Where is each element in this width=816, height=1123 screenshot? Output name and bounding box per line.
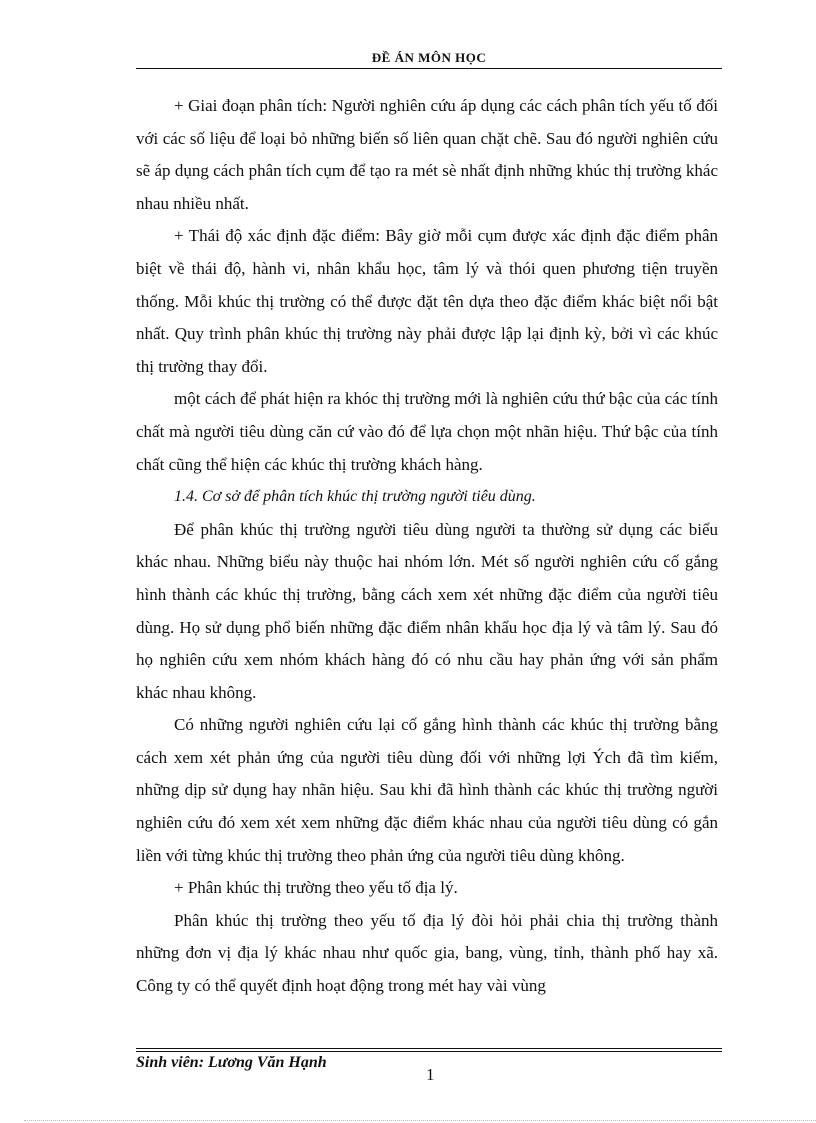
header-rule — [136, 68, 722, 69]
paragraph: Phân khúc thị trường theo yếu tố địa lý đòi hỏi phải chia thị trường thành những đơn vị địa lý khác nhau như quốc gia, bang, vùng, tỉnh, thành phố hay xã. Công ty có thể quyết định hoạt động trong mét hay vài vùng — [136, 910, 718, 996]
paragraph: + Giai đoạn phân tích: Người nghiên cứu áp dụng các cách phân tích yếu tố đối với các số liệu để loại bỏ những biến số liên quan chặt chẽ. Sau đó người nghiên cứu sẽ áp dụng cách phân tích cụm để tạo ra mét sè nhất định những khúc thị trường khác nhau nhiều nhất. — [136, 96, 718, 213]
paragraph: + Phân khúc thị trường theo yếu tố địa lý. — [174, 878, 458, 898]
page-header-title: ĐỀ ÁN MÔN HỌC — [371, 50, 487, 65]
page-edge-divider — [24, 1120, 816, 1121]
footer-rule — [136, 1048, 722, 1049]
page-number: 1 — [426, 1065, 435, 1084]
paragraph: + Thái độ xác định đặc điểm: Bây giờ mỗi cụm được xác định đặc điểm phân biệt về thái độ, hành vi, nhân khẩu học, tâm lý và thói quen phương tiện truyền thống. Mỗi khúc thị trường có thể được đặt tên dựa theo đặc điểm khác biệt nổi bật nhất. Quy trình phân khúc thị trường này phải được lập lại định kỳ, bởi vì các khúc thị trường thay đổi. — [136, 226, 718, 376]
paragraph: Để phân khúc thị trường người tiêu dùng người ta thường sử dụng các biểu khác nhau. Những biểu này thuộc hai nhóm lớn. Mét số người nghiên cứu cố gắng hình thành các khúc thị trường, bằng cách xem xét những đặc điểm của người tiêu dùng. Họ sử dụng phổ biến những đặc điểm nhân khẩu học địa lý và tâm lý. Sau đó họ nghiên cứu xem nhóm khách hàng đó có nhu cầu hay phản ứng với sản phẩm khác nhau không. — [136, 519, 718, 702]
paragraph: Có những người nghiên cứu lại cố gắng hình thành các khúc thị trường bằng cách xem xét phản ứng của người tiêu dùng đối với những lợi Ých đã tìm kiếm, những dịp sử dụng hay nhãn hiệu. Sau khi đã hình thành các khúc thị trường người nghiên cứu đó xem xét xem những đặc điểm khác nhau của người tiêu dùng có gắn liền với từng khúc thị trường theo phản ứng của người tiêu dùng không. — [136, 715, 718, 865]
paragraph: một cách để phát hiện ra khóc thị trường mới là nghiên cứu thứ bậc của các tính chất mà người tiêu dùng căn cứ vào đó để lựa chọn một nhãn hiệu. Thứ bậc của tính chất cũng thể hiện các khúc thị trường khách hàng. — [136, 389, 718, 474]
document-body — [136, 90, 718, 1003]
footer-rule — [136, 1051, 722, 1052]
footer-author: Sinh viên: Lương Văn Hạnh — [136, 1054, 327, 1071]
section-heading: 1.4. Cơ sở để phân tích khúc thị trường người tiêu dùng. — [174, 488, 536, 506]
